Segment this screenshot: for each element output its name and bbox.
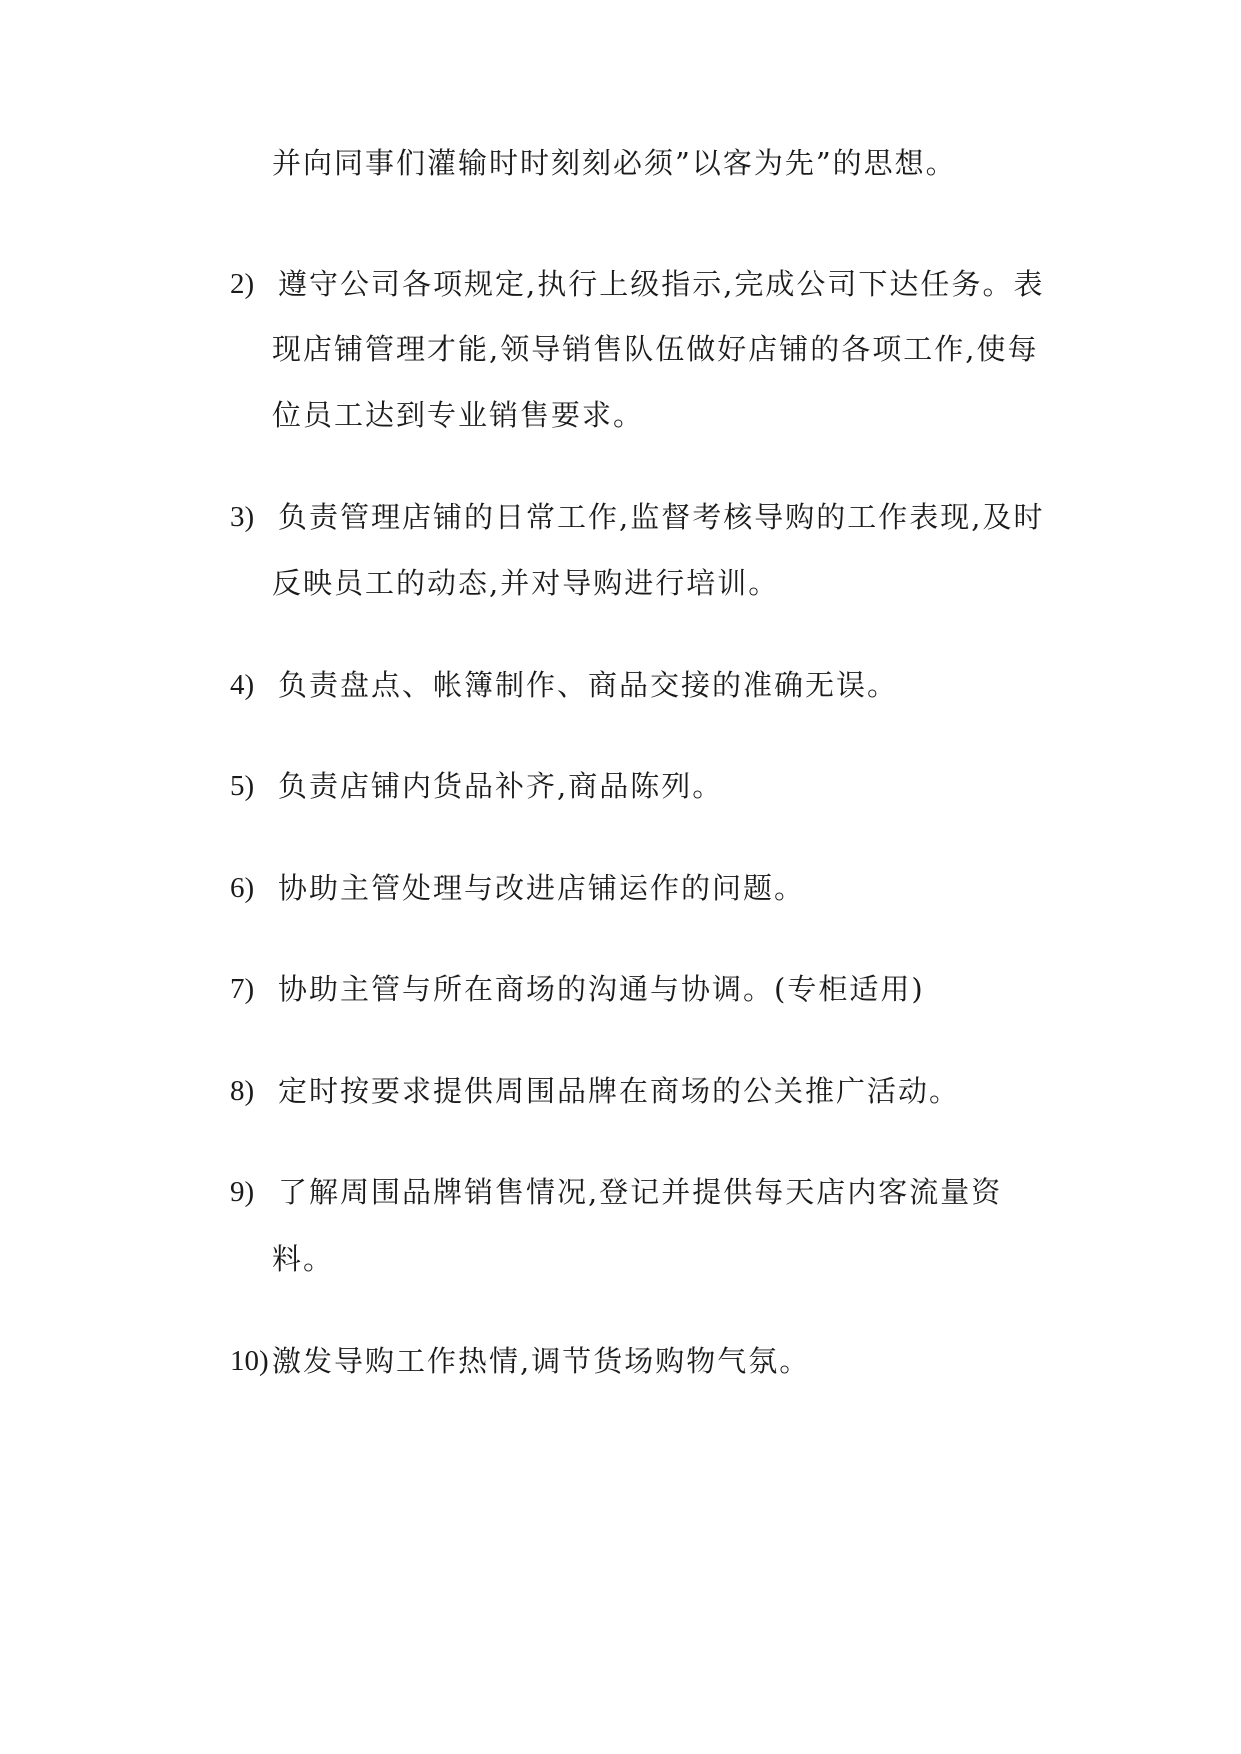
item-text-line: 负责盘点、帐簿制作、商品交接的准确无误。	[278, 668, 899, 702]
item-number: 9)	[230, 1176, 255, 1208]
item-text-line: 负责店铺内货品补齐,商品陈列。	[278, 769, 724, 803]
item-text-line: 遵守公司各项规定,执行上级指示,完成公司下达任务。表	[278, 267, 1045, 301]
item-number: 2)	[230, 268, 255, 300]
item-text-line: 协助主管处理与改进店铺运作的问题。	[278, 871, 806, 905]
item-number: 6)	[230, 872, 255, 904]
item-text-line: 料。	[272, 1242, 335, 1276]
item-number: 8)	[230, 1075, 255, 1107]
item-text-line: 负责管理店铺的日常工作,监督考核导购的工作表现,及时	[278, 500, 1045, 534]
intro-line: 并向同事们灌输时时刻刻必须”以客为先”的思想。	[272, 146, 957, 180]
item-text-line: 了解周围品牌销售情况,登记并提供每天店内客流量资	[278, 1175, 1003, 1209]
item-number: 7)	[230, 973, 255, 1005]
item-number: 3)	[230, 501, 255, 533]
item-text-line: 反映员工的动态,并对导购进行培训。	[272, 566, 780, 600]
item-number: 4)	[230, 669, 255, 701]
item-number: 5)	[230, 770, 255, 802]
item-text-line: 协助主管与所在商场的沟通与协调。(专柜适用)	[278, 972, 925, 1006]
item-text-line: 现店铺管理才能,领导销售队伍做好店铺的各项工作,使每	[272, 332, 1039, 366]
item-text-line: 激发导购工作热情,调节货场购物气氛。	[272, 1344, 811, 1378]
item-number: 10)	[230, 1345, 269, 1377]
item-text-line: 位员工达到专业销售要求。	[272, 398, 645, 432]
item-text-line: 定时按要求提供周围品牌在商场的公关推广活动。	[278, 1074, 961, 1108]
